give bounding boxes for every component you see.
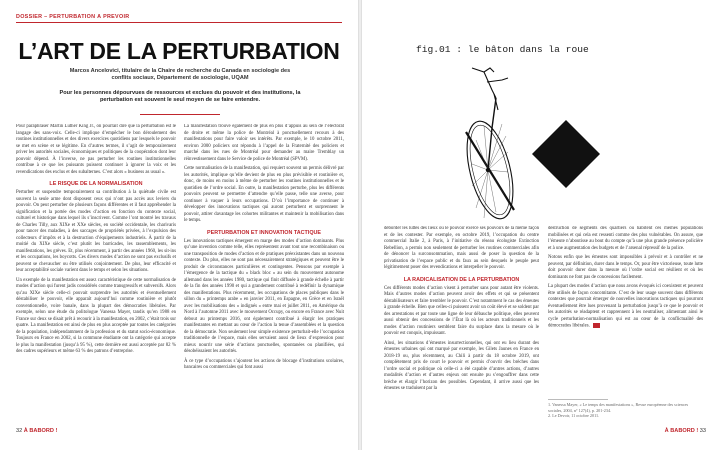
right-column-2 xyxy=(548,226,703,386)
paragraph: destruction de segments des quartiers où habitent ces mêmes populations mobilisées et qui cela est ressenti comme des plus vulnérables. On assure, que l’émeute n’aboutisse au bout du compte qu’à une plus grande présence policière et à une augmentation des budgets et de l’arsenal répressif de la police. xyxy=(548,226,703,251)
footnote: 1. Vanessa Mayer, « Le temps des manifestations », Revue européenne des sciences sociales, 2004, n° 127(4), p. 201-234. xyxy=(548,402,689,413)
paragraph: Un exemple de la manifestation est assez caractéristique de cette normalisation de modes d’action qui furent jadis considérés comme transgressifs et subversifs. Alors qu’au XIXe siècle celle-ci pouvait surprendre les autorités et éventuellement déstabiliser le pouvoir, elle apparaît aujourd’hui comme routinière et plutôt conventionnelle, voire banale, dans la plupart des démocraties libérales. Par exemple, selon une étude du politologue Vanessa Mayer, tandis qu’en 1988 en France sur deux se disait prêt à recourir à la manifestation, en 2002, c’était trois sur quatre. La manifestation est ainsi de plus en plus acceptée par toutes les catégories de la population, indépendamment de la profession et du statut socio-économique. Toujours en France en 2002, si la commune étudiante ont la catégorie qui accepte le plus la manifestation (jusqu’à 95 %), cette dernière est aussi acceptée par 82 % des cadres supérieurs et même 63 % des patrons d’entreprise. xyxy=(16,277,176,354)
author-byline: Marcos Ancelovici, titulaire de la Chaire de recherche du Canada en sociologie des conflits sociaux, Département de sociologie, UQAM xyxy=(69,68,291,82)
black-square-shadow xyxy=(530,118,602,190)
left-page xyxy=(0,0,358,450)
magazine-name: À BABORD ! xyxy=(23,428,58,434)
paragraph: Les innovations tactiques émergent en marge des modes d’action dominants. Plus qu’une invention comme telle, elles représentent avant tout une recombinaison ou une transposition de modes d’action et de pratiques préexistantes dans un nouveau contexte. Du plus, elles ne sont pas nécessairement stratégiques et peuvent être le produit de circonstances particulières et contingentes. Pensons par exemple à l’émergence de la tactique du « black bloc » au sein du mouvement autonome allemand dans les années 1980, tactique qui finit diffusée à grande échelle à partir de la fin des années 1990 et qui a grandement contribué à redéfinir la dynamique des manifestations. Plus récemment, les occupations de places publiques dans le sillon du « printemps arabe » en janvier 2011, en Espagne, en Grèce et en Israël avec les mobilisations des « indignés » entre mai et juillet 2011, en Amérique du Nord à l’automne 2011 avec le mouvement Occupy, ou encore en France avec Nuit debout au printemps 2016, ont également contribué à élargir les pratiques manifestantes en mettant au cœur de l’action la tenue d’assemblées et la question de la démocratie. Non seulement leur simple existence perturbait-elle l’occupation traditionnelle de l’espace, mais elles servaient aussi de lieux d’expression pour mieux nourrir une série d’actions ponctuelles, spontanées ou planifiées, qui désobéissaient les autorités. xyxy=(184,238,344,354)
page-number: 33 xyxy=(699,428,706,434)
page-folio-right xyxy=(665,428,706,434)
subheading: PERTURBATION ET INNOVATION TACTIQUE xyxy=(207,229,321,236)
paragraph: Ces différents modes d’action visent à perturber sans pour autant être violents. Mais d’autres modes d’action peuvent avoir des effets et qui se présentent déstabilisateurs et faire trembler le pouvoir. C’est notamment le cas des émeutes à grande échelle. Bien que celles-ci puissent avoir un coût élevé et se soldent par des arrestations et par toute une ligne de leur débauche politique, elles peuvent aussi obtenir des concessions de l’État là où les acteurs traditionnels et les modes d’action routiniers semblent faire du surplace dans la mesure où le pouvoir est conquis, impuissant. xyxy=(384,285,539,336)
paragraph-text: La plupart des modes d’action que nous avons évoqués ici coexistent et peuvent être utilisés de façon concomitante. C’est de leur usage souvent dans différents contextes que pourrait émerger de nouvelles innovations tactiques qui pourront éventuellement être lues provenant la perturbation jusqu’à ce que le pouvoir et les autorités se réadaptent et rapprennent à les neutraliser, alimentant ainsi le cycle perturbation-normalisation qui est au cœur de la conflictualité des démocraties libérales. xyxy=(548,284,703,329)
magazine-name: À BABORD ! xyxy=(664,428,699,434)
figure-caption: fig.01 : le bâton dans la roue xyxy=(416,44,589,55)
right-page xyxy=(362,0,720,450)
article-lede: Pour les personnes dépourvues de ressources et exclues du pouvoir et des institutions, la perturbation est souvent le seul moyen de se faire entendre. xyxy=(59,90,301,104)
paragraph: La manifestation trouve également de plus en plus d’appuis au sein de l’électorat de droite et même la police de Montréal à ponctuellement recours à des manifestations pour faire valoir ses intérêts. Par exemple, le 10 octobre 2011, environ 2000 policiers ont répondu à l’appel de la Fraternité des policiers et marché dans les rues de Montréal pour demander au maire Tremblay un réinvestissement dans le Service de police de Montréal (SPVM). xyxy=(184,124,344,162)
article-title: L’ART DE LA PERTURBATION xyxy=(18,38,340,64)
left-column-1 xyxy=(16,124,176,424)
section-rubric: DOSSIER – PERTURBATION À PRÉVOIR xyxy=(16,14,130,20)
end-mark-icon xyxy=(593,323,600,328)
footnote-rule xyxy=(548,399,608,400)
page-number: 32 xyxy=(16,428,23,434)
subheading: LE RISQUE DE LA NORMALISATION xyxy=(49,181,143,187)
paragraph: Ainsi, les situations d’émeutes insurrectionnelles, qui ont eu lieu durant des émeutes urbaines qui ont marqué par exemple, les Gilets Jaunes en France en 2018-19 ou, plus récemment, au Chili à partir du 18 octobre 2019, ont complètement pris de court le pouvoir et permis d’ouvrir des brèches dans l’ordre social et politique où celle-ci a été capable d’antres actions, d’autres modalités d’action et d’autres enjeux ont ensuite pu s’engouffrer dans cette brèche et élargir l’horizon des possibles. Cependant, il arrive aussi que les émeutes se traduisent par la xyxy=(384,340,539,391)
paragraph: déborder les luttes des lieux où le pouvoir exerce ses pouvoirs de la même façon et de les contester. Par exemple, en octobre 2019, l’occupation du centre commercial Italie 2, à Paris, à l’initiative du réseau écologiste Extinction Rebellion, a permis non seulement de perturber les routines commerciales afin de dénoncer la surconsommation, mais aussi de poser la question de la privatisation de l’espace public et du faux au sein desquels le peuple peut légitimement poser des revendications et interpeller le pouvoir. xyxy=(384,226,539,270)
paragraph: Cette normalisation de la manifestation, qui requiert souvent un permis délivré par les autorités, implique qu’elle devient de plus en plus prévisible et routinière et, donc, de moins en moins à même de perturber les routines institutionnelles et le quotidien de l’ordre social. En outre, la manifestation perturbe, plus les différents pouvoirs peuvent se permettre d’attendre qu’elle passe, telle une averse, pour continuer à vaquer à leurs occupations. D’où l’importance de continuer à développer des innovations tactiques qui auront perturbent et surprennent le pouvoir, attirer davantage les cohortes militantes et maintenir la mobilisation dans le temps. xyxy=(184,166,344,223)
subheading: LA RADICALISATION DE LA PERTURBATION xyxy=(403,276,520,283)
footnote: 2. Le Devoir, 11 octobre 2011. xyxy=(548,413,600,419)
paragraph: À ce type d’occupations s’ajoutent les actions de blocage d’institutions scolaires, bancaires ou commerciales qui font aussi xyxy=(184,358,344,370)
footnotes xyxy=(548,402,703,419)
paragraph: Notons enfin que les émeutes sont impossibles à prévoir et à contrôler et ne peuvent, par définition, durer dans le temps. Or, pour être victorieuse, toute lutte doit pouvoir durer dans la mesure où l’ordre social est résilient et où les dominants ne font pas de concessions facilement. xyxy=(548,255,703,280)
left-column-2 xyxy=(184,124,344,424)
paragraph: Perturber et suspendre temporairement sa contribution à la quiétude civile est souvent la seule arme dont disposent ceux qui n’ont pas accès aux leviers du pouvoir. On peut perturber de plusieurs façons différentes et il faut appréhender la signification et la portée des modes d’action en fonction du contexte social, culturel et historique dans lequel ils s’inscrivent. Comme l’ont montré les travaux de Charles Tilly, aux XIXe et XXe siècles, en société occidentale, les charivaris pour tancer des maladies, à des saccages de propriétés privées, à l’expulsion des collecteurs d’impôts et à la destruction d’équipements industriels. À partir de la moitié du XIXe siècle, c’est plutôt les barricades, les rassemblements, les manifestations, les grèves. Et, plus récemment, à partir des années 1960, les sit-ins et les occupations, les boycotts. Ces divers modes d’action ne sont pas exclusifs et peuvent se chevaucher ou être utilisés conjointement. De plus, leur efficacité et leur acceptabilité sociale varient dans le temps et selon les situations. xyxy=(16,190,176,273)
right-column-1 xyxy=(384,226,539,426)
lede-rule xyxy=(140,114,220,115)
bicycle-wheel-stick-illustration xyxy=(432,60,542,230)
paragraph: Pour paraphraser Martin Luther King Jr., on pourrait dire que la perturbation est le langage des sans-voix. Celle-ci implique d’empêcher le bon déroulement des routines institutionnelles et des divers exercices quotidiens par lesquels le pouvoir se met en scène et se légitime. En d’autres termes, il s’agit de temporairement priver les autorités sociales, économiques et politiques de la coopération dont leur pouvoir dépend. À l’inverse, ne pas perturber les routines institutionnelles contribue à ce que les puissants puissent continuer à ignorer la voix et les revendications des exclus et des subalternes. C’est alors « business as usual ». xyxy=(16,124,176,175)
paragraph xyxy=(548,284,703,330)
rubric-rule xyxy=(16,22,342,23)
page-folio-left xyxy=(16,428,57,434)
